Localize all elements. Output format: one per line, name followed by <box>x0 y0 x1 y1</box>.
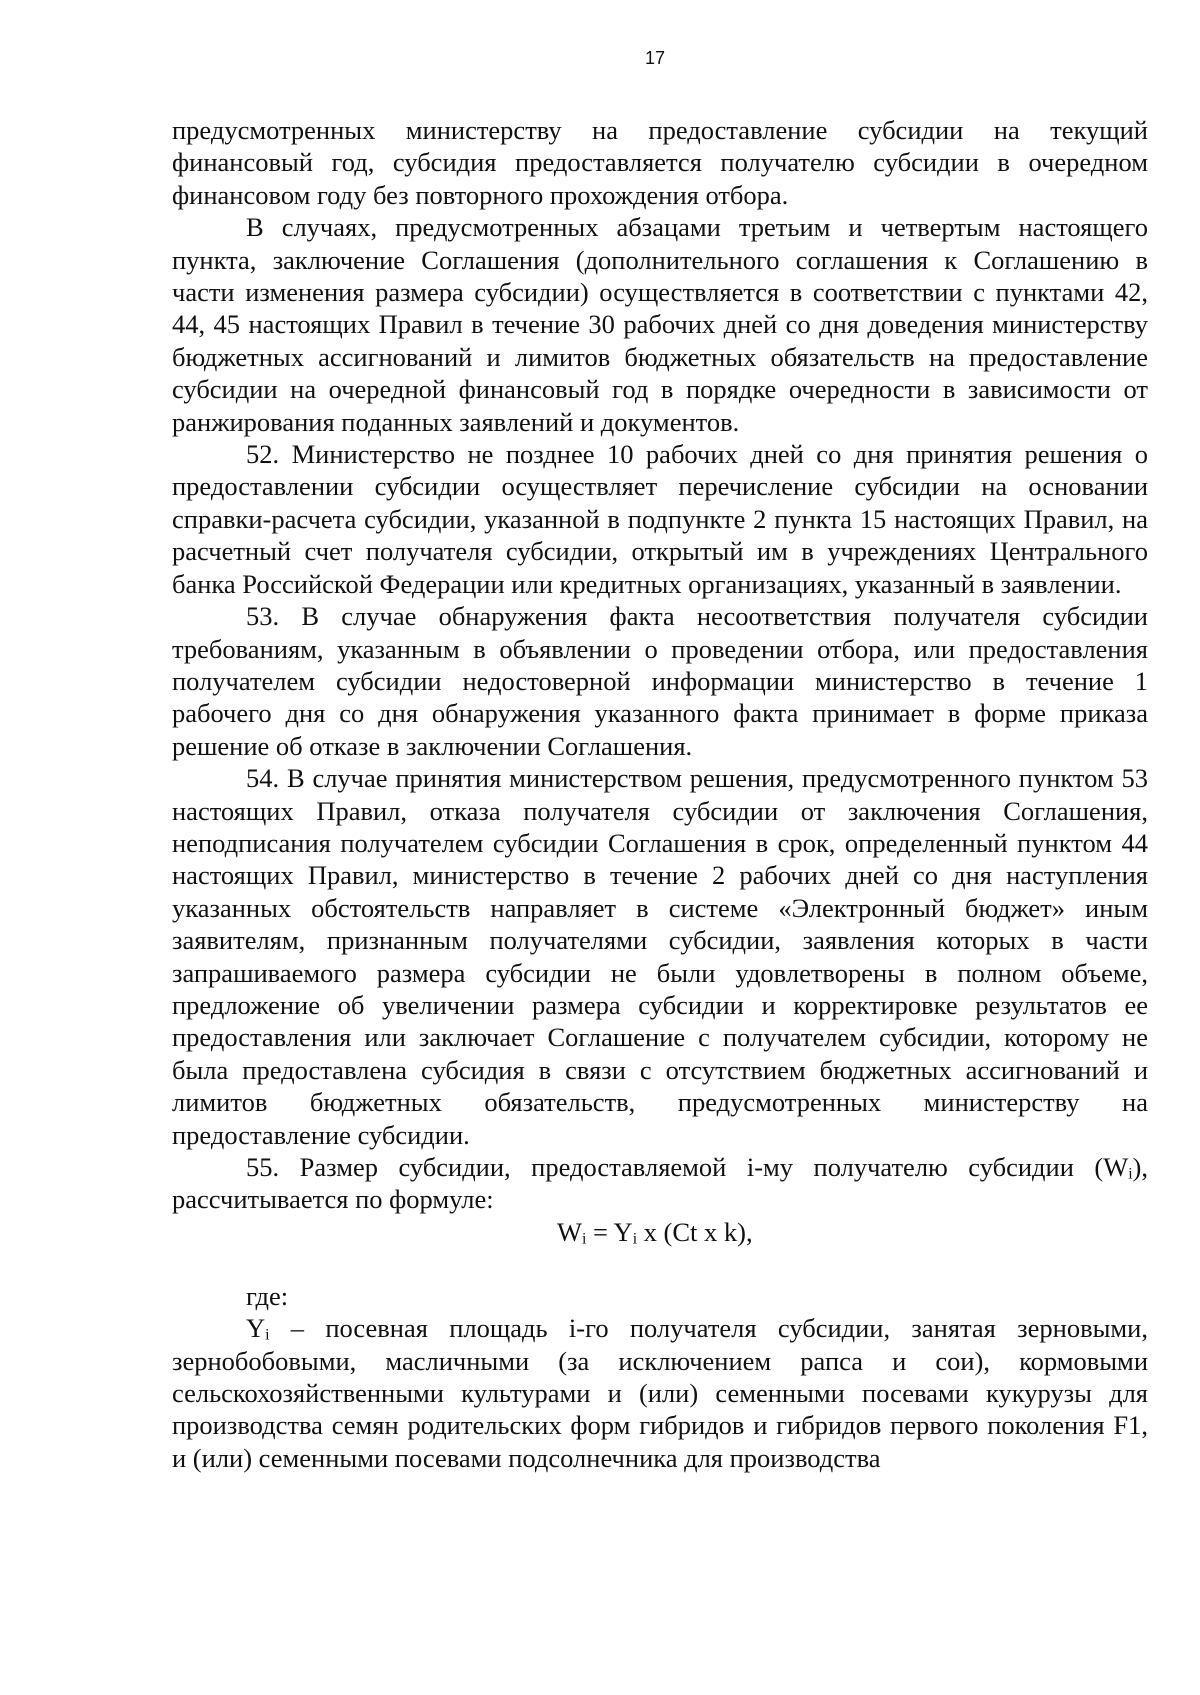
subsidy-formula: Wᵢ = Yᵢ x (Ct x k), <box>557 1216 753 1247</box>
document-body <box>172 114 1148 1474</box>
paragraph-53: 53. В случае обнаружения факта несоответствия получателя субсидии требованиям, указанным в объявлении о проведении отбора, или предоставления получателем субсидии недостоверной информации министерство в течение 1 рабочего дня со дня обнаружения указанного факта принимает в форме приказа решение об отказе в заключении Соглашения. <box>172 601 1148 761</box>
paragraph-55: 55. Размер субсидии, предоставляемой i-му получателю субсидии (Wᵢ), рассчитывается по формуле: <box>172 1152 1148 1215</box>
where-label: где: <box>246 1280 289 1311</box>
paragraph-54: 54. В случае принятия министерством решения, предусмотренного пунктом 53 настоящих Правил, отказа получателя субсидии от заключения Соглашения, неподписания получателем субсидии Соглашения в срок, определенный пунктом 44 настоящих Правил, министерство в течение 2 рабочих дней со дня наступления указанных обстоятельств направляет в системе «Электронный бюджет» иным заявителям, признанным получателями субсидии, заявления которых в части запрашиваемого размера субсидии не были удовлетворены в полном объеме, предложение об увеличении размера субсидии и корректировке результатов ее предоставления или заключает Соглашение с получателем субсидии, которому не была предоставлена субсидия в связи с отсутствием бюджетных ассигнований и лимитов бюджетных обязательств, предусмотренных министерству на предоставление субсидии. <box>172 763 1148 1150</box>
page-number: 17 <box>644 48 666 68</box>
definition-y: Yᵢ – посевная площадь i-го получателя субсидии, занятая зерновыми, зернобобовыми, масличными (за исключением рапса и сои), кормовыми сельскохозяйственными культурами и (или) семенными посевами кукурузы для производства семян родительских форм гибридов и гибридов первого поколения F1, и (или) семенными посевами подсолнечника для производства <box>172 1313 1148 1473</box>
paragraph-52: 52. Министерство не позднее 10 рабочих дней со дня принятия решения о предоставлении субсидии осуществляет перечисление субсидии на основании справки-расчета субсидии, указанной в подпункте 2 пункта 15 настоящих Правил, на расчетный счет получателя субсидии, открытый им в учреждениях Центрального банка Российской Федерации или кредитных организациях, указанный в заявлении. <box>172 439 1148 599</box>
paragraph-cases: В случаях, предусмотренных абзацами третьим и четвертым настоящего пункта, заключение Соглашения (дополнительного соглашения к Соглашению в части изменения размера субсидии) осуществляется в соответствии с пунктами 42, 44, 45 настоящих Правил в течение 30 рабочих дней со дня доведения министерству бюджетных ассигнований и лимитов бюджетных обязательств на предоставление субсидии на очередной финансовый год в порядке очередности в зависимости от ранжирования поданных заявлений и документов. <box>172 212 1148 437</box>
paragraph-continuation: предусмотренных министерству на предоставление субсидии на текущий финансовый год, субсидия предоставляется получателю субсидии в очередном финансовом году без повторного прохождения отбора. <box>172 115 1148 210</box>
